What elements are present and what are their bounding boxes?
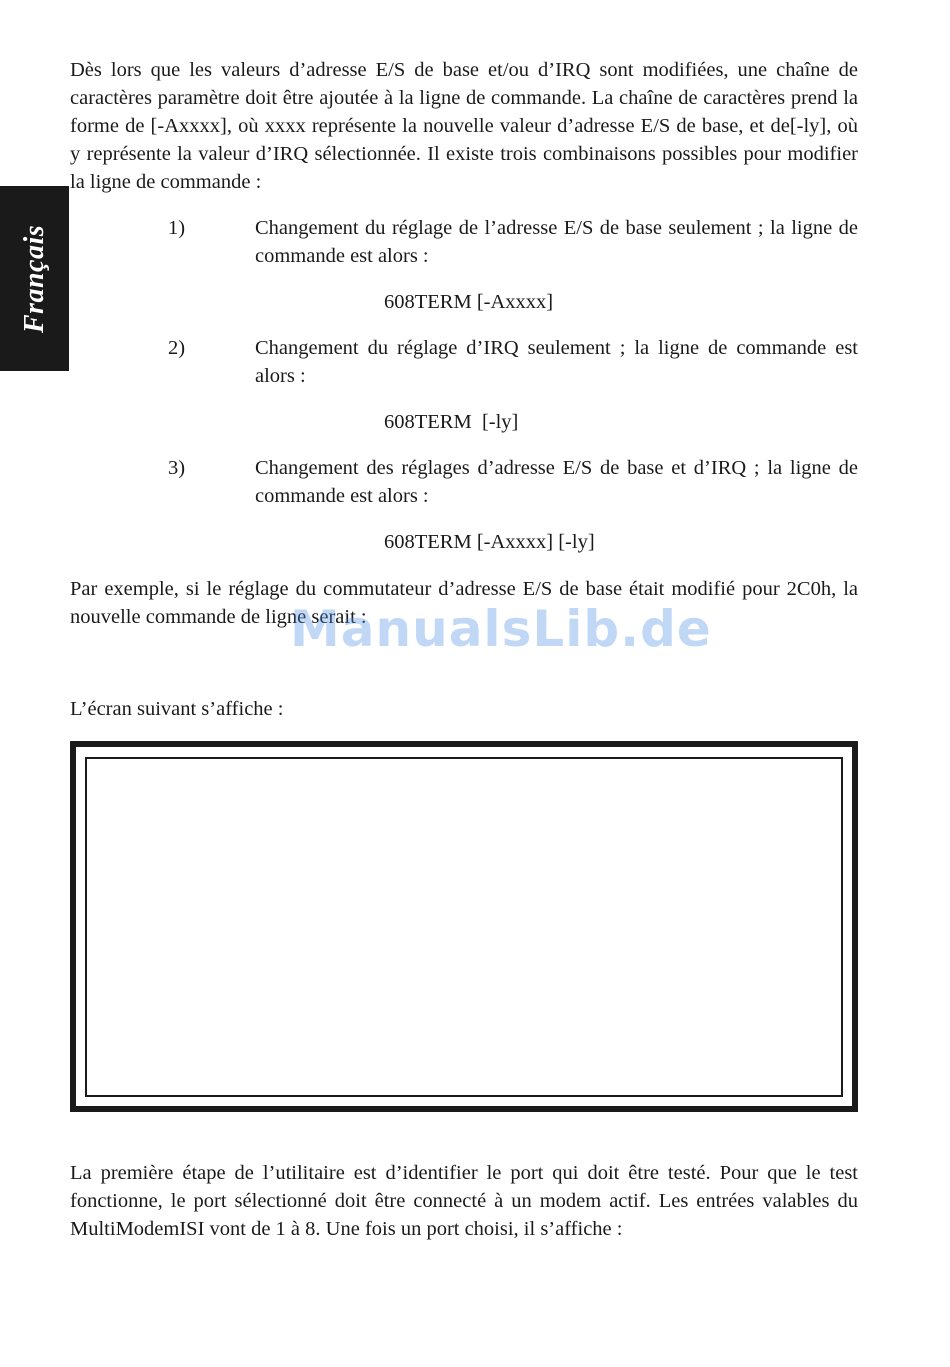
screen-display-area: [85, 757, 843, 1097]
watermark: ManualsLib.de: [290, 600, 712, 658]
screen-intro-text: L’écran suivant s’affiche :: [70, 698, 284, 720]
option-3-command: 608TERM [-Axxxx] [-ly]: [384, 531, 595, 553]
option-1-number: 1): [168, 217, 186, 239]
option-1-command: 608TERM [-Axxxx]: [384, 291, 554, 313]
option-3-number: 3): [168, 457, 186, 479]
option-1-text: Changement du réglage de l’adresse E/S de base seulement ; la ligne de commande est alors :: [255, 217, 858, 267]
language-side-tab: [0, 186, 69, 371]
example-paragraph: Par exemple, si le réglage du commutateur d’adresse E/S de base était modifié pour 2C0h, la nouvelle commande de ligne serait :: [70, 578, 858, 628]
language-label: Français: [18, 224, 50, 333]
closing-paragraph: La première étape de l’utilitaire est d’identifier le port qui doit être testé. Pour que le test fonctionne, le port sélectionné doit être connecté à un modem actif. Les entrées valables du MultiModemISI vont de 1 à 8. Une fois un port choisi, il s’affiche :: [70, 1162, 858, 1240]
option-3-text: Changement des réglages d’adresse E/S de base et d’IRQ ; la ligne de commande est alors :: [255, 457, 858, 507]
screen-display-frame: [70, 741, 858, 1112]
option-2-text: Changement du réglage d’IRQ seulement ; la ligne de commande est alors :: [255, 337, 858, 387]
intro-paragraph: Dès lors que les valeurs d’adresse E/S de base et/ou d’IRQ sont modifiées, une chaîne de caractères paramètre doit être ajoutée à la ligne de commande. La chaîne de caractères prend la forme de [-Axxxx], où xxxx représente la nouvelle valeur d’adresse E/S de base, et de[-ly], où y représente la valeur d’IRQ sélectionnée. Il existe trois combinaisons possibles pour modifier la ligne de commande :: [70, 59, 858, 193]
option-2-command: 608TERM [-ly]: [384, 411, 519, 433]
option-2-number: 2): [168, 337, 186, 359]
